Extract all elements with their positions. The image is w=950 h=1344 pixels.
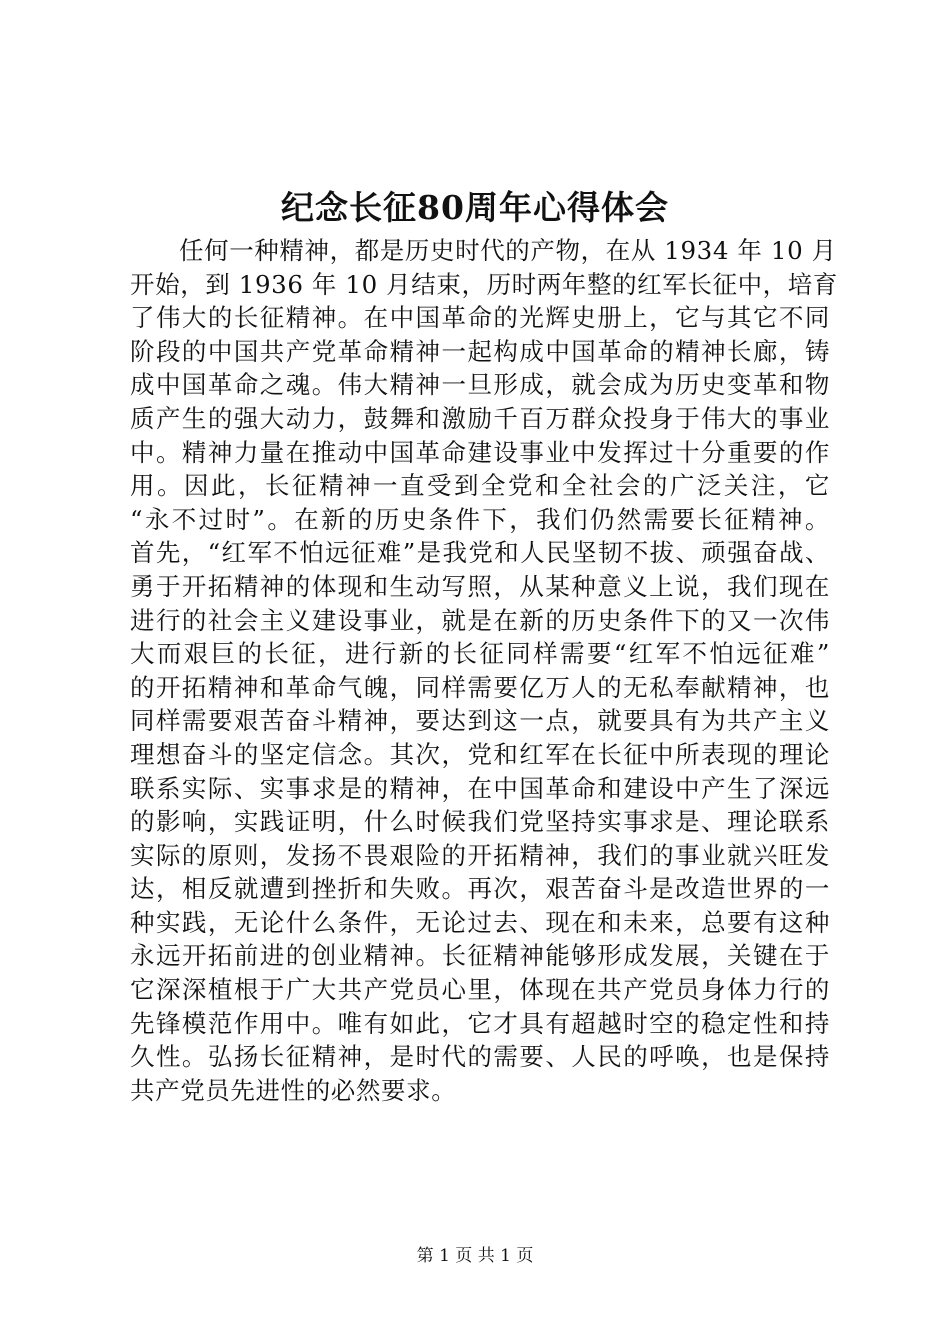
body-line: 实际的原则，发扬不畏艰险的开拓精神，我们的事业就兴旺发 — [130, 840, 830, 870]
body-line: 的开拓精神和革命气魄，同样需要亿万人的无私奉献精神，也 — [130, 672, 830, 702]
document-body — [130, 234, 838, 1107]
body-line: 了伟大的长征精神。在中国革命的光辉史册上，它与其它不同 — [130, 303, 830, 333]
page-footer: 第 1 页 共 1 页 — [416, 1246, 534, 1266]
body-line: 种实践，无论什么条件，无论过去、现在和未来，总要有这种 — [130, 907, 830, 937]
body-line: 永远开拓前进的创业精神。长征精神能够形成发展，关键在于 — [130, 941, 830, 971]
body-line: 成中国革命之魂。伟大精神一旦形成，就会成为历史变革和物 — [130, 370, 830, 400]
body-line: 理想奋斗的坚定信念。其次，党和红军在长征中所表现的理论 — [130, 739, 830, 769]
body-line: 联系实际、实事求是的精神，在中国革命和建设中产生了深远 — [130, 773, 830, 803]
body-line: 久性。弘扬长征精神，是时代的需要、人民的呼唤，也是保持 — [130, 1042, 830, 1072]
body-line: 用。因此，长征精神一直受到全党和全社会的广泛关注，它 — [130, 471, 830, 501]
body-line: 先锋模范作用中。唯有如此，它才具有超越时空的稳定性和持 — [130, 1008, 830, 1038]
body-line: 进行的社会主义建设事业，就是在新的历史条件下的又一次伟 — [130, 605, 830, 635]
body-line: 阶段的中国共产党革命精神一起构成中国革命的精神长廊，铸 — [130, 336, 830, 366]
body-line: 任何一种精神，都是历史时代的产物，在从 1934 年 10 月 — [179, 236, 837, 265]
body-line: 达，相反就遭到挫折和失败。再次，艰苦奋斗是改造世界的一 — [130, 874, 830, 904]
body-line: “永不过时”。在新的历史条件下，我们仍然需要长征精神。 — [130, 504, 830, 534]
body-line: 同样需要艰苦奋斗精神，要达到这一点，就要具有为共产主义 — [130, 706, 830, 736]
body-line: 大而艰巨的长征，进行新的长征同样需要“红军不怕远征难” — [130, 639, 830, 669]
body-line: 首先，“红军不怕远征难”是我党和人民坚韧不拔、顽强奋战、 — [130, 538, 830, 568]
body-line: 中。精神力量在推动中国革命建设事业中发挥过十分重要的作 — [130, 437, 830, 467]
body-line: 开始，到 1936 年 10 月结束，历时两年整的红军长征中，培育 — [130, 269, 838, 299]
body-line: 它深深植根于广大共产党员心里，体现在共产党员身体力行的 — [130, 975, 830, 1005]
document-title: 纪念长征80周年心得体会 — [281, 188, 669, 227]
body-line: 的影响，实践证明，什么时候我们党坚持实事求是、理论联系 — [130, 807, 830, 837]
body-line: 质产生的强大动力，鼓舞和激励千百万群众投身于伟大的事业 — [130, 403, 830, 433]
body-line: 共产党员先进性的必然要求。 — [130, 1075, 457, 1105]
body-line: 勇于开拓精神的体现和生动写照，从某种意义上说，我们现在 — [130, 571, 830, 601]
